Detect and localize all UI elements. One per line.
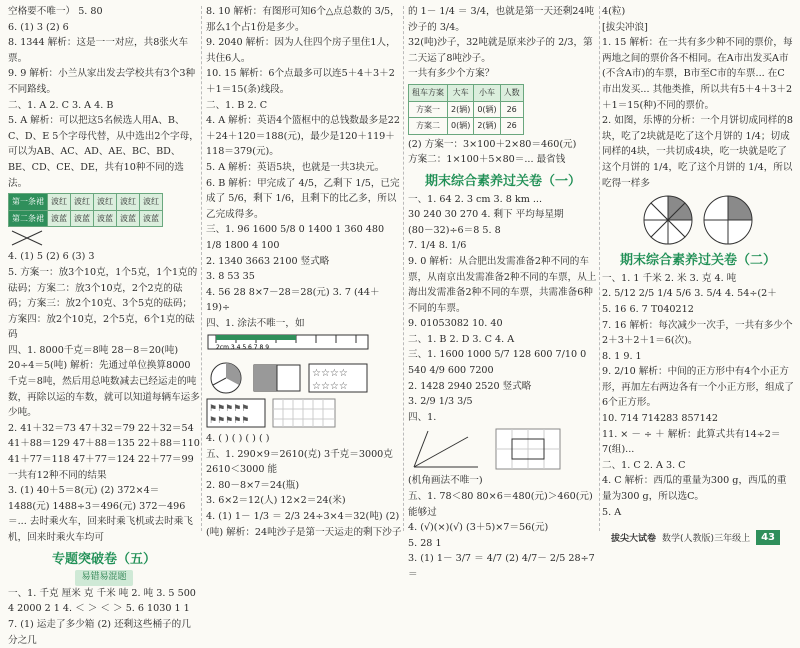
answer-line: 3. 8 53 35: [206, 271, 255, 283]
column-3: [408, 4, 598, 583]
answer-line: 7. 1/4 8. 1/6: [408, 240, 467, 252]
table-cell: 波蓝: [140, 210, 163, 227]
answer-line: 二、1. A 2. C 3. A 4. B: [8, 99, 114, 111]
answer-line: 5. 16 6. 7 T040212: [602, 303, 694, 315]
ruler-label: 2cm 3 4 5 6 7 8 9: [216, 344, 270, 352]
table-cell: 0(辆): [448, 118, 474, 135]
answer-line: 方案二：1×100＋5×80＝... 最省钱: [408, 154, 566, 166]
answer-line: 9. 9 解析：小兰从家出发去学校共有3个3种不同路线。: [8, 68, 196, 95]
answer-line: 9. 0 解析：从合肥出发需准备2种不同的车票，从南京出发需准备2种不同的车票，从上海出发需准备2种不同的车票，共需准备6种不同的车票。: [408, 255, 597, 314]
rental-table: [408, 84, 524, 135]
table-cell: 2(辆): [474, 118, 500, 135]
divider: [599, 6, 600, 531]
subject-label: 数学(人教版)三年级上: [662, 534, 751, 544]
answer-line: 2. 80－8×7＝24(瓶): [206, 479, 300, 491]
table-cell: 26: [500, 101, 523, 118]
answer-line: 空格要不唯一） 5. 80: [8, 6, 103, 17]
table-cell: 第二条裙: [9, 210, 48, 227]
answer-line: 540 4/9 600 7200: [408, 365, 494, 377]
answer-line: 4. (1) 1－ 1/3 ＝ 2/3 24÷3×4＝32(吨) (2): [206, 511, 400, 523]
answer-line: 9. 2/10 解析：中间的正方形中有4个小正方形，再加左右两边各有一个小正方形，组成了6个正方形。: [602, 366, 794, 409]
pie-eighths: [641, 193, 695, 247]
answer-line: 二、1. C 2. A 3. C: [602, 459, 686, 471]
page-number: 43: [756, 530, 780, 545]
answer-line: 5. A 解析：英语5块，也就是一共3块元。: [206, 161, 385, 173]
table-cell: 波红: [48, 194, 71, 211]
answer-line: 一、1. 1 千米 2. 米 3. 克 4. 吨: [602, 272, 737, 284]
answer-line: 9. 01053082 10. 40: [408, 318, 503, 330]
answer-line: 2. 1340 3663 2100 竖式略: [206, 255, 330, 267]
table-cell: 2(辆): [448, 101, 474, 118]
answer-line: 5. 方案一：放3个10克，1个5克，1个1克的砝码；方案二：放3个10克，2个2克的砝码；方案三：放2个10克、3个5克的砝码；方案四：放2个10克，2个5克，6个1克的砝码: [8, 266, 198, 341]
grid-paper: [272, 397, 336, 429]
answer-line: 五、1. 290×9＝2610(克) 3千克＝3000克: [206, 448, 393, 460]
table-cell: 波红: [71, 194, 94, 211]
shape-figures: [206, 361, 402, 395]
table-cell: 波红: [117, 194, 140, 211]
answer-line: 4. (√)(×)(√) (3＋5)×7＝56(元): [408, 522, 549, 534]
pie-quarters: [701, 193, 755, 247]
answer-line: 5. A: [602, 506, 622, 518]
answer-line: 7. 16 解析：每次减少一次手，一共有多少个2＋3＋2＋1＝6(次)。: [602, 319, 793, 347]
svg-text:☆☆☆☆: ☆☆☆☆: [312, 381, 348, 393]
section-subtitle-1: 易错易混题: [75, 570, 132, 586]
answer-line: 3. 6×2＝12(人) 12×2＝24(米): [206, 495, 346, 507]
table-header-cell: 大车: [448, 84, 474, 101]
table-cell: 波红: [94, 194, 117, 211]
column-1: [8, 4, 200, 648]
section-title-2: 期末综合素养过关卷（一）: [424, 173, 581, 189]
dress-table: [8, 193, 163, 227]
answer-line: 一共有多少个方案？: [408, 68, 495, 80]
answer-line: 5. A 解析：可以把这5名候选人用A、B、C、D、E 5个字母代替，从中选出2个字母，可以为AB、AC、AD、AE、BC、BD、BE、CD、CE、DE，共有10种不同的选法。: [8, 115, 199, 189]
answer-line: 8. 10 解析：有图形可知6个△点总数的 3/5，那么1个占1份是多少。: [206, 6, 400, 33]
answer-line: 5. 28 1: [408, 537, 442, 549]
answer-line: 10. 714 714283 857142: [602, 413, 718, 425]
answer-line: 3. (1) 1－ 3/7 ＝ 4/7 (2) 4/7－ 2/5 28÷7＝: [408, 553, 595, 580]
answer-line: 9. 2040 解析：因为人住四个房子里住1人，共住6人。: [206, 37, 396, 64]
answer-line: 2. 如图，乐博的分析：一个月饼切成同样的8块，吃了2块就是吃了这个月饼的 1/4；切成同样的4块，一共切成4块，吃一块就是吃了这个月饼的 1/4，吃了这个月饼的 1/4，所以吃得一样多: [602, 115, 793, 189]
stars-figure: [308, 361, 368, 395]
pie-slice: [728, 196, 752, 220]
answer-line: 三、1. 96 1600 5/8 0 1400 1 360 480: [206, 224, 385, 236]
answer-line: 30 240 30 270 4. 剩下 平均每星期: [408, 209, 564, 221]
table-cell: 0(辆): [474, 101, 500, 118]
table-header-cell: 小车: [474, 84, 500, 101]
answer-line: 3. (1) 40＋5＝8(元) (2) 372×4＝1488(元) 1488÷3＝496(元) 372－496＝... 去时乘火车，回来时乘飞机或去时乘飞机，回来时乘火车均可: [8, 485, 193, 543]
answer-line: 4. A 解析：英语4个篮框中的总钱数最多是22＋24＋120＝188(元)，最少是120＋119＋118＝379(元)。: [206, 115, 400, 158]
answer-line: 四、1. 8000千克＝8吨 28－8＝20(吨) 20÷4＝5(吨) 解析：先通过单位换算8000千克＝8吨，然后用总吨数减去已经运走的吨数，再除以运的车数，就可以知道每辆车运多少吨。: [8, 344, 200, 419]
table-cell: 26: [500, 118, 523, 135]
answer-line: 能够过: [408, 506, 437, 518]
table-cell: 第一条裙: [9, 194, 48, 211]
answer-line: 10. 15 解析：6个点最多可以连5＋4＋3＋2＋1＝15(条)线段。: [206, 68, 395, 95]
divider: [403, 6, 404, 531]
answer-line: 4. ( ) ( ) ( ) ( ): [206, 433, 270, 445]
answer-line: 4. 56 28 8×7－28＝28(元) 3. 7 (44＋19)÷: [206, 286, 380, 314]
grid-figures: [206, 397, 402, 429]
answer-line: (机角画法不唯一): [408, 475, 483, 487]
answer-line: 一、1. 千克 厘米 克 千米 吨 2. 吨 3. 5 500 4 2000 2 1 4. ＜ ＞ ＜ ＞ 5. 6 1030 1 1 7. (1) 运走了多少箱 (2) 还剩这些桶子的几分之几: [8, 587, 196, 646]
pie-slice: [728, 220, 752, 244]
figure-lines: [8, 229, 200, 247]
section-title-1: 专题突破卷（五）: [51, 551, 156, 567]
column-2: [206, 4, 402, 540]
answer-line: 8. 1344 解析：这是一一对应，共8张火车票。: [8, 37, 189, 64]
answer-line: 32(吨)沙子，32吨就是原来沙子的 2/3，第二天运了8吨沙子。: [408, 37, 593, 64]
answer-line: 6. (1) 3 (2) 6: [8, 21, 69, 33]
section-title-3: 期末综合素养过关卷（二）: [619, 253, 776, 269]
table-cell: 波蓝: [48, 210, 71, 227]
answer-line: [拔尖冲浪]: [602, 21, 648, 33]
answer-line: 3. 2/9 1/3 3/5: [408, 396, 473, 408]
table-cell: 波蓝: [117, 210, 140, 227]
answer-line: 1. 15 解析：在一共有多少种不同的票价，每两地之间的票价各不相同。在A市出发买A市(不含A市)的车票，B市至C市的车票... 在C市出发买... 其他类推，所以共有5＋4＋3＋2＋1＝15(种)不同的票价。: [602, 37, 793, 111]
pie-three-part: [206, 361, 246, 395]
answer-line: 4. C 解析：西瓜的重量为300 g，西瓜的重量为300 g，所以选C。: [602, 475, 787, 503]
table-cell: 波红: [140, 194, 163, 211]
answer-line: 8. 1 9. 1: [602, 350, 642, 362]
pie-figures: [602, 193, 794, 247]
answer-line: 2. 5/12 2/5 1/4 5/6 3. 5/4 4. 54÷(2＋: [602, 288, 777, 300]
pie-slice: [704, 196, 728, 220]
page-footer: [611, 530, 780, 545]
pie-slice: [704, 220, 728, 244]
answer-line: (80－32)÷6＝8 5. 8: [408, 224, 501, 236]
answer-line: 1/8 1800 4 100: [206, 239, 280, 251]
table-cell: 波蓝: [71, 210, 94, 227]
answer-line: 的 1－ 1/4 ＝ 3/4，也就是第一天还剩24吨沙子的 3/4。: [408, 6, 595, 33]
angle-drawing: [408, 427, 488, 471]
svg-text:☆☆☆☆: ☆☆☆☆: [312, 368, 348, 380]
rect-shaded: [252, 361, 302, 395]
answer-line: (吨) 解析：24吨沙子是第一天运走的剩下沙子: [206, 526, 402, 538]
flags-figure: [206, 397, 266, 429]
answer-line: 五、1. 78＜80 80×6＝480(元)＞460(元): [408, 491, 593, 503]
square-grid: [494, 427, 564, 471]
table-cell: 方案一: [409, 101, 448, 118]
table-header-cell: 租车方案: [409, 84, 448, 101]
answer-line: 2. 41＋32＝73 47＋32＝79 22＋32＝54 41＋88＝129 47＋88＝135 22＋88＝110 41＋77＝118 47＋77＝124 22＋77＝99 一共有12种不同的结果: [8, 422, 200, 481]
table-cell: 波蓝: [94, 210, 117, 227]
svg-text:⚑⚑⚑⚑⚑: ⚑⚑⚑⚑⚑: [209, 404, 250, 415]
answer-line: 二、1. B 2. C: [206, 99, 268, 111]
answer-line: 二、1. B 2. D 3. C 4. A: [408, 333, 515, 345]
answer-line: 4. (1) 5 (2) 6 (3) 3: [8, 251, 95, 263]
answer-line: 6. B 解析：甲完成了 4/5，乙剩下 1/5，已完成了 5/6，剩下 1/6，且剩下的比乙多，所以乙完成得多。: [206, 177, 400, 220]
divider: [201, 6, 202, 531]
answer-line: 11. × － ÷ ＋ 解析：此算式共有14÷2＝7(组)...: [602, 428, 781, 456]
answer-line: (2) 方案一：3×100＋2×80＝460(元): [408, 138, 577, 150]
answer-line: 一、1. 64 2. 3 cm 3. 8 km ...: [408, 193, 542, 205]
answer-line: 四、1.: [408, 411, 437, 423]
answer-line: 四、1. 涂法不唯一，如: [206, 317, 305, 329]
angle-figures: [408, 427, 598, 471]
table-cell: 方案二: [409, 118, 448, 135]
answer-line: 2610＜3000 能: [206, 464, 278, 476]
answer-line: 三、1. 1600 1000 5/7 128 600 7/10 0: [408, 349, 587, 361]
ruler-figure: [206, 331, 376, 353]
answer-line: 2. 1428 2940 2520 竖式略: [408, 380, 532, 392]
column-4: [602, 4, 794, 520]
brand-name: 拔尖大试卷: [611, 534, 657, 544]
cross-lines-figure: [8, 229, 48, 247]
svg-text:⚑⚑⚑⚑⚑: ⚑⚑⚑⚑⚑: [209, 416, 250, 427]
answer-line: 4(粒): [602, 6, 626, 17]
table-header-cell: 人数: [500, 84, 523, 101]
